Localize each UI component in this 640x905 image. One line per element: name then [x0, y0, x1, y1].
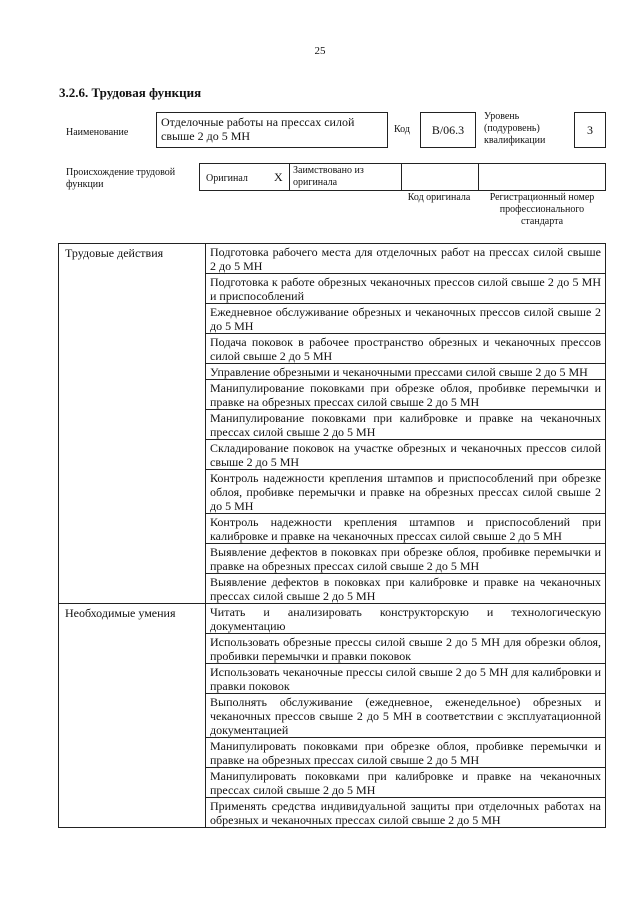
row-text: Контроль надежности крепления штампов и приспособлений при калибровке и правке на чеканочных прессах силой свыше 2 до 5 МН — [206, 514, 606, 544]
row-text: Ежедневное обслуживание обрезных и чеканочных прессов силой свыше 2 до 5 МН — [206, 304, 606, 334]
section-label: Необходимые умения — [59, 604, 206, 828]
reg-number-caption: Регистрационный номер профессионального стандарта — [489, 192, 595, 227]
section-heading: 3.2.6. Трудовая функция — [59, 85, 202, 100]
row-text: Выявление дефектов в поковках при обрезке облоя, пробивке перемычки и правке на обрезных прессах силой свыше 2 до 5 МН — [206, 544, 606, 574]
row-text: Использовать обрезные прессы силой свыше 2 до 5 МН для обрезки облоя, пробивки перемычки и правки поковок — [206, 634, 606, 664]
row-text: Подготовка к работе обрезных чеканочных прессов силой свыше 2 до 5 МН и приспособлений — [206, 274, 606, 304]
section-label: Трудовые действия — [59, 244, 206, 604]
row-text: Складирование поковок на участке обрезных и чеканочных прессов силой свыше 2 до 5 МН — [206, 440, 606, 470]
row-text: Выполнять обслуживание (ежедневное, еженедельное) обрезных и чеканочных прессов свыше 2 до 5 МН в соответствии с эксплуатационной документацией — [206, 694, 606, 738]
name-value: Отделочные работы на прессах силой свыше 2 до 5 МН — [161, 115, 355, 143]
original-mark: X — [274, 170, 283, 184]
row-text: Использовать чеканочные прессы силой свыше 2 до 5 МН для калибровки и правки поковок — [206, 664, 606, 694]
row-text: Контроль надежности крепления штампов и приспособлений при обрезке облоя, пробивке перемычки и правке на обрезных прессах силой свыше 2 до 5 МН — [206, 470, 606, 514]
page-number: 25 — [314, 45, 326, 57]
row-text: Управление обрезными и чеканочными прессами силой свыше 2 до 5 МН — [206, 364, 606, 380]
level-value-box — [574, 112, 606, 148]
origin-code-caption: Код оригинала — [407, 192, 471, 203]
row-text: Выявление дефектов в поковках при калибровке и правке на чеканочных прессах силой свыше 2 до 5 МН — [206, 574, 606, 604]
origin-divider-1 — [289, 163, 290, 191]
table-row — [59, 604, 606, 634]
row-text: Читать и анализировать конструкторскую и технологическую документацию — [206, 604, 606, 634]
row-text: Подготовка рабочего места для отделочных работ на прессах силой свыше 2 до 5 МН — [206, 244, 606, 274]
table-row — [59, 244, 606, 274]
row-text: Манипулировать поковками при обрезке облоя, пробивке перемычки и правке на обрезных прессах силой свыше 2 до 5 МН — [206, 738, 606, 768]
code-label: Код — [394, 124, 410, 135]
row-text: Манипулировать поковками при калибровке и правке на чеканочных прессах силой свыше 2 до 5 МН — [206, 768, 606, 798]
name-label: Наименование — [66, 127, 129, 138]
row-text: Применять средства индивидуальной защиты при отделочных работах на обрезных и чеканочных прессах силой свыше 2 до 5 МН — [206, 798, 606, 828]
row-text: Подача поковок в рабочее пространство обрезных и чеканочных прессов силой свыше 2 до 5 МН — [206, 334, 606, 364]
origin-table — [199, 163, 606, 191]
name-value-box — [156, 112, 388, 148]
code-value: В/06.3 — [431, 123, 465, 137]
code-value-box — [420, 112, 476, 148]
borrowed-label: Заимствовано из оригинала — [293, 165, 364, 188]
original-label: Оригинал — [206, 173, 248, 184]
level-label: Уровень (подуровень) квалификации — [484, 111, 546, 146]
level-value: 3 — [587, 123, 593, 137]
row-text: Манипулирование поковками при обрезке облоя, пробивке перемычки и правке на обрезных прессах силой свыше 2 до 5 МН — [206, 380, 606, 410]
origin-divider-2 — [401, 163, 402, 191]
origin-label: Происхождение трудовой функции — [66, 167, 176, 190]
origin-divider-3 — [478, 163, 479, 191]
function-table — [58, 243, 606, 828]
row-text: Манипулирование поковками при калибровке и правке на чеканочных прессах силой свыше 2 до 5 МН — [206, 410, 606, 440]
